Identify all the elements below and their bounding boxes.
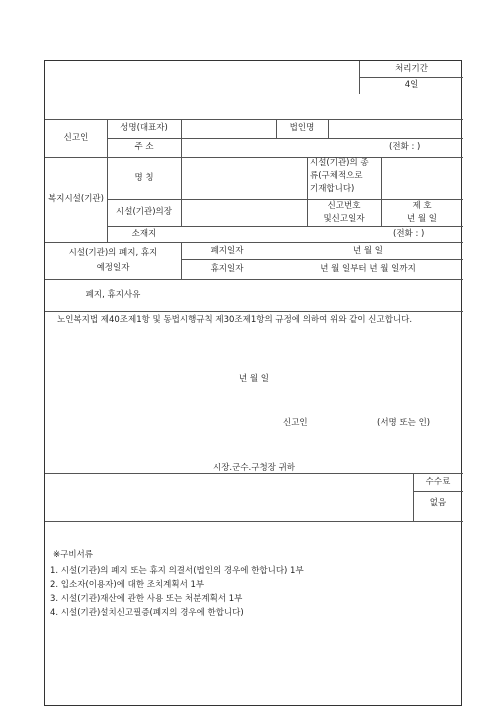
- divider: [45, 311, 463, 312]
- facility-type-label-1: 시설(기관)의 종: [310, 158, 369, 168]
- divider: [181, 259, 463, 260]
- closure-schedule-label-1: 시설(기관)의 폐지, 휴지: [68, 248, 158, 258]
- report-number-label-2: 및신고일자: [323, 214, 365, 224]
- divider: [45, 242, 463, 243]
- closure-schedule-label-2: 예정일자: [96, 263, 130, 273]
- divider: [45, 279, 463, 280]
- suspension-date-value: 년 월 일부터 년 월 일까지: [320, 264, 416, 274]
- divider: [413, 491, 463, 492]
- required-doc-item: 2. 입소자(이용자)에 대한 조치계획서 1부: [50, 580, 205, 590]
- fee-value: 없음: [429, 498, 447, 508]
- report-number-label-1: 신고번호: [327, 201, 361, 211]
- divider: [107, 226, 463, 227]
- facility-type-label-2: 류(구체적으로: [310, 171, 363, 181]
- reason-label: 폐지, 휴지사유: [85, 290, 141, 300]
- declaration-statement: 노인복지법 제40조제1항 및 동법시행규칙 제30조제1항의 규정에 의하여 위와 같이 신고합니다.: [57, 315, 413, 325]
- addressee: 시장.군수.구청장 귀하: [212, 463, 295, 473]
- closure-date-label: 폐지일자: [210, 246, 244, 256]
- facility-name-label: 명 칭: [134, 173, 154, 183]
- sign-note: (서명 또는 인): [377, 418, 431, 428]
- report-form: [44, 60, 462, 706]
- applicant-section-label: 신고인: [63, 133, 89, 143]
- divider: [45, 521, 463, 522]
- processing-label: 처리기간: [395, 64, 428, 74]
- closure-date-value: 년 월 일: [352, 246, 384, 256]
- report-date-suffix: 년 월 일: [406, 214, 438, 224]
- fee-label: 수수료: [425, 477, 451, 487]
- location-label: 소재지: [131, 229, 157, 239]
- representative-name-label: 성명(대표자): [120, 123, 168, 133]
- corporation-name-label: 법인명: [289, 123, 315, 133]
- facility-type-label-3: 기재합니다): [310, 184, 355, 194]
- applicant-phone: (전화 : ): [389, 142, 421, 152]
- report-number-suffix: 제 호: [412, 201, 432, 211]
- processing-value: 4일: [404, 80, 419, 90]
- divider: [107, 138, 463, 139]
- facility-section-label: 복지시설(기관): [48, 194, 104, 204]
- required-doc-item: 4. 시설(기관)설치신고필증(폐지의 경우에 한합니다): [50, 608, 244, 618]
- required-doc-item: 3. 시설(기관)재산에 관한 사용 또는 처분계획서 1부: [50, 594, 243, 604]
- facility-phone: (전화 : ): [393, 229, 425, 239]
- suspension-date-label: 휴지일자: [210, 264, 244, 274]
- divider: [359, 77, 463, 78]
- divider: [181, 119, 182, 157]
- divider: [181, 157, 182, 226]
- required-doc-item: 1. 시설(기관)의 폐지 또는 휴지 의결서(법인의 경우에 한합니다) 1부: [50, 566, 304, 576]
- divider: [328, 119, 329, 138]
- facility-head-label: 시설(기관)의장: [116, 207, 172, 217]
- address-label: 주 소: [134, 142, 154, 152]
- report-date-line: 년 월 일: [238, 374, 270, 384]
- signer-label: 신고인: [283, 418, 308, 428]
- required-docs-title: ※구비서류: [53, 550, 93, 560]
- divider: [107, 199, 463, 200]
